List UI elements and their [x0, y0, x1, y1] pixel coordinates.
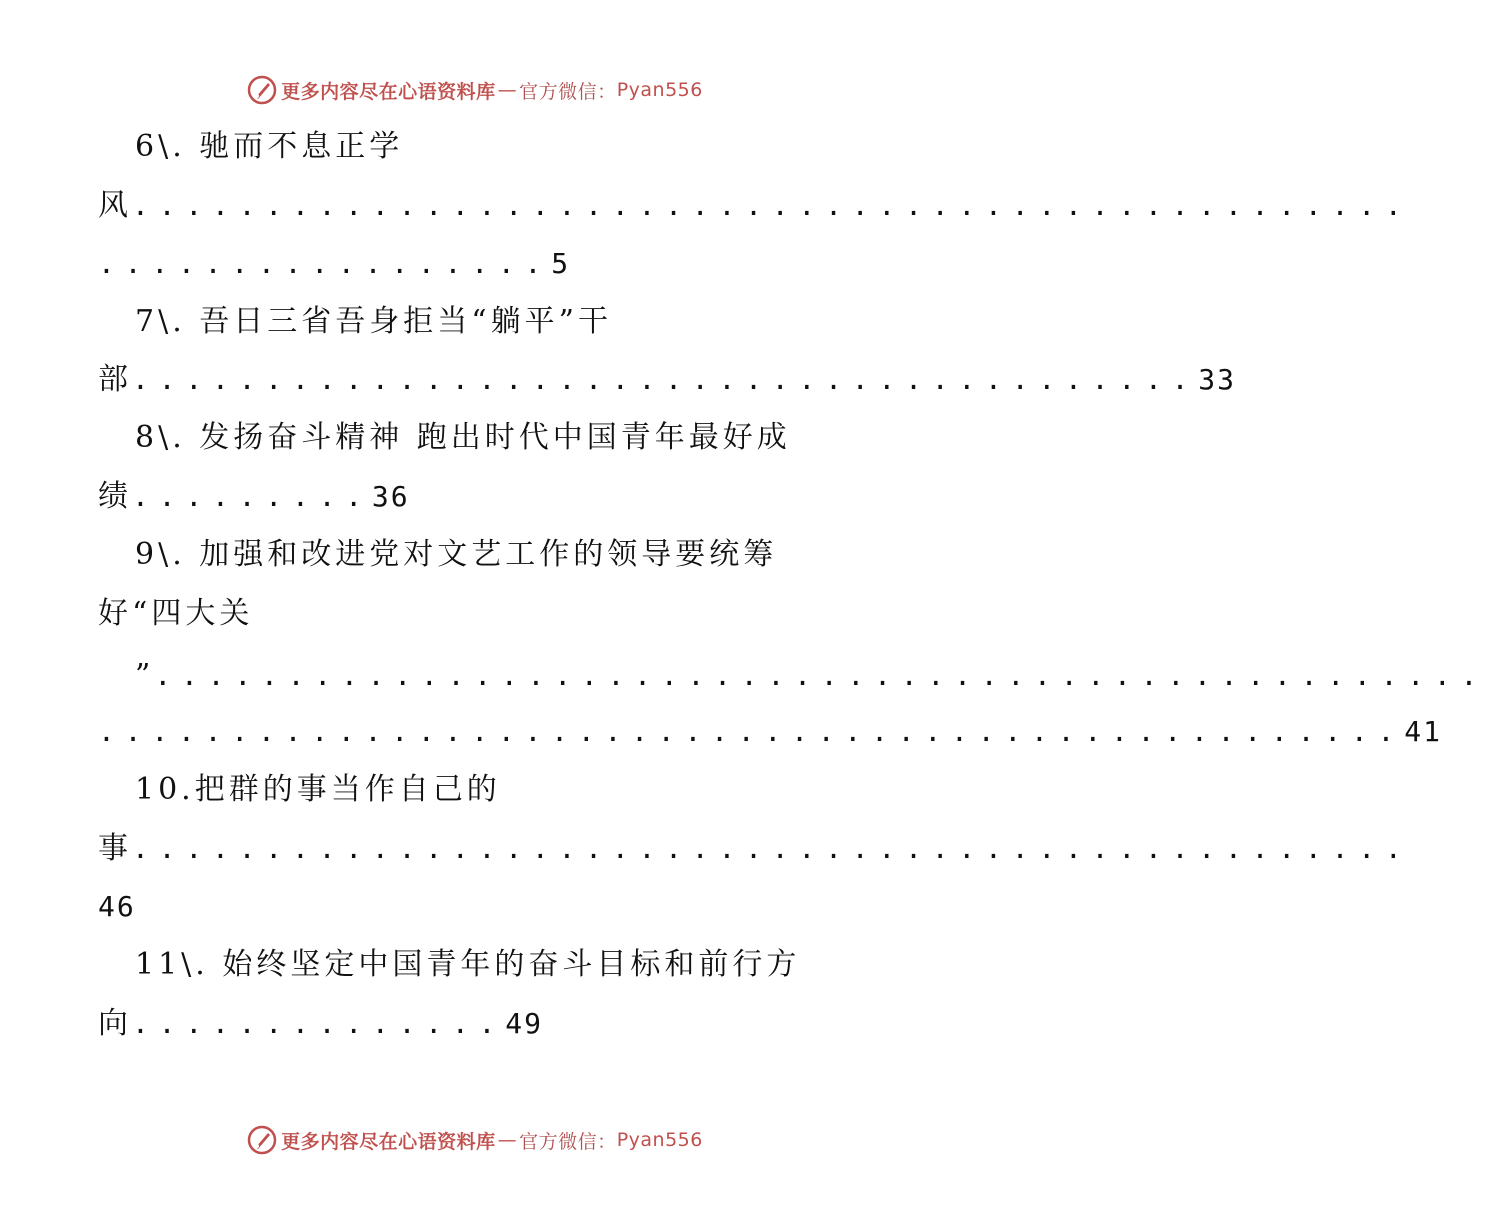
- toc-entry-11-page: 49: [505, 1007, 543, 1040]
- toc-entry-6-dots: ................................................: [132, 189, 1412, 222]
- toc-entry-7-page: 33: [1198, 363, 1237, 396]
- toc-entry-6-dots-2: .................: [98, 247, 552, 280]
- toc-entry-10-title: 10.把群的事当作自己的: [135, 772, 501, 807]
- toc-entry-6-page: 5: [551, 247, 571, 280]
- toc-entry-9-dots: ..................................................: [154, 659, 1487, 692]
- toc-entry-8-dots: .........: [132, 480, 372, 513]
- toc-entry-11-leader: [98, 1004, 543, 1044]
- toc-entry-7-title: 7\. 吾日三省吾身拒当“躺平”干: [135, 304, 612, 339]
- toc-entry-7-head: 部: [98, 362, 132, 397]
- toc-entry-6-title: 6\. 驰而不息正学: [135, 129, 404, 164]
- toc-entry-10-leader: [98, 829, 1412, 869]
- watermark-wechat-label: 官方微信：: [519, 1130, 617, 1153]
- watermark-brand: 更多内容尽在心语资料库: [281, 80, 496, 103]
- footer-watermark: [0, 1120, 950, 1160]
- toc-entry-9-closing-quote: ”: [135, 658, 155, 693]
- watermark-wechat-id: Pyan556: [616, 79, 703, 101]
- watermark-separator: —: [497, 79, 518, 101]
- quill-logo-icon: [247, 1125, 277, 1155]
- toc-entry-9-dots-2: .................................................: [98, 715, 1405, 748]
- toc-entry-10-dots: ................................................: [132, 832, 1412, 865]
- toc-entry-11-title: 11\. 始终坚定中国青年的奋斗目标和前行方: [135, 947, 801, 982]
- watermark-wechat-id: Pyan556: [616, 1129, 703, 1151]
- toc-entry-6-head: 风: [98, 188, 132, 223]
- toc-entry-6-leader: [98, 186, 1412, 226]
- toc-entry-9-continuation: 好“四大关: [98, 596, 254, 631]
- toc-entry-6-leader-cont: [98, 244, 570, 284]
- toc-entry-10-head: 事: [98, 831, 132, 866]
- toc-entry-9-leader: [135, 656, 1487, 696]
- toc-entry-8-page: 36: [371, 480, 410, 513]
- toc-entry-8-head: 绩: [98, 479, 132, 514]
- toc-entry-7-dots: ........................................: [132, 363, 1199, 396]
- toc-entry-9-page: 41: [1404, 715, 1442, 748]
- toc-entry-7-leader: [98, 360, 1236, 400]
- toc-entry-8-leader: [98, 477, 410, 517]
- toc-entry-10-page-line: [98, 887, 136, 927]
- toc-entry-9-title: 9\. 加强和改进党对文艺工作的领导要统筹: [135, 537, 778, 572]
- toc-entry-10-page: 46: [98, 890, 136, 923]
- toc-entry-9-leader-cont: [98, 712, 1442, 752]
- toc-entry-11-head: 向: [98, 1006, 132, 1041]
- watermark-wechat-label: 官方微信：: [519, 80, 617, 103]
- toc-entry-11-dots: ..............: [132, 1007, 506, 1040]
- watermark-separator: —: [497, 1129, 518, 1151]
- toc-entry-8-title: 8\. 发扬奋斗精神 跑出时代中国青年最好成: [135, 420, 791, 455]
- watermark-brand: 更多内容尽在心语资料库: [281, 1130, 496, 1153]
